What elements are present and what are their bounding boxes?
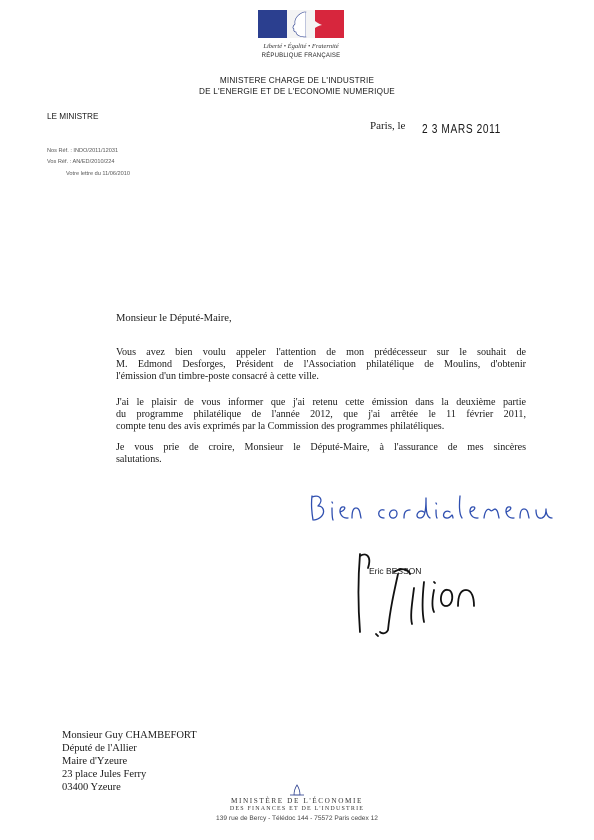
paragraph-1 [116, 347, 526, 384]
footer-ministry-line2: DES FINANCES ET DE L'INDUSTRIE [229, 806, 365, 812]
recipient-name: Monsieur Guy CHAMBEFORT [62, 730, 197, 741]
reference-yours: Vos Réf. : AN/ED/2010/224 [47, 159, 115, 165]
handwritten-note [306, 488, 566, 528]
paragraph-line: compte tenu des avis exprimés par la Commission des programmes philatéliques. [116, 421, 445, 433]
recipient-address-line: 03400 Yzeure [62, 782, 121, 793]
paragraph-line: l'émission d'un timbre-poste consacré à cette ville. [116, 371, 319, 383]
ministry-title-line1: MINISTERE CHARGE DE L'INDUSTRIE [219, 76, 375, 85]
letter-date-stamp: 2 3 MARS 2011 [422, 121, 501, 136]
paragraph-line: M. Edmond Desforges, Président de l'Association philatélique de Moulins, d'obtenir [116, 359, 526, 371]
paragraph-line: Vous avez bien voulu appeler l'attention de mon prédécesseur sur le souhait de [116, 347, 526, 358]
paragraph-line: J'ai le plaisir de vous informer que j'ai retenu cette émission dans la deuxième partie [116, 397, 526, 408]
salutation: Monsieur le Député-Maire, [116, 313, 232, 324]
recipient-address-line: 23 place Jules Ferry [62, 769, 147, 780]
reference-ours: Nos Réf. : INDO/2011/12031 [47, 148, 119, 154]
logo-republic: RÉPUBLIQUE FRANÇAISE [261, 53, 341, 59]
paragraph-line: du programme philatélique de l'année 2012, que j'ai arrêtée le 11 février 2011, [116, 409, 526, 421]
paragraph-line: salutations. [116, 454, 162, 466]
paragraph-3 [116, 442, 526, 466]
logo-motto: Liberté • Égalité • Fraternité [263, 43, 339, 50]
reference-letter-date: Votre lettre du 11/06/2010 [66, 171, 130, 177]
footer-ministry-line1: MINISTÈRE DE L'ÉCONOMIE [231, 797, 363, 805]
recipient-address-line: Député de l'Allier [62, 743, 137, 754]
footer-address: 139 rue de Bercy - Télédoc 144 - 75572 Paris cedex 12 [216, 815, 378, 822]
signature-scribble [352, 548, 492, 638]
marianne-profile-icon [276, 10, 326, 38]
paragraph-line: Je vous prie de croire, Monsieur le Député-Maire, à l'assurance de mes sincères [116, 442, 526, 453]
sender-title: LE MINISTRE [47, 112, 99, 121]
footer-ministry-emblem-icon [288, 784, 306, 796]
signer-name: Eric BESSON [369, 566, 422, 576]
ministry-title-line2: DE L'ENERGIE ET DE L'ECONOMIE NUMERIQUE [199, 87, 395, 96]
paragraph-2 [116, 397, 526, 434]
marianne-logo [258, 10, 344, 62]
recipient-address-line: Maire d'Yzeure [62, 756, 128, 767]
letter-place: Paris, le [370, 120, 406, 132]
